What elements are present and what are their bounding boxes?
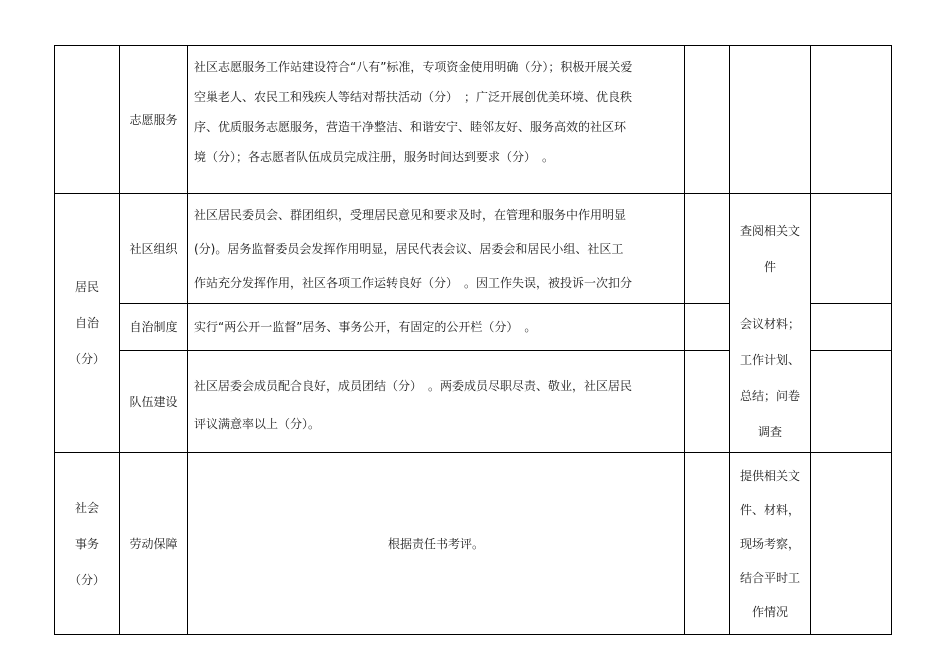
subcategory-label: 队伍建设 xyxy=(129,394,178,409)
criteria-autonomy-system xyxy=(188,312,684,342)
subcategory-label: 志愿服务 xyxy=(129,112,178,127)
criteria-line: (分)。居务监督委员会发挥作用明显，居民代表会议、居委会和居民小组、社区工 xyxy=(194,242,624,256)
subcategory-label: 劳动保障 xyxy=(129,536,178,551)
method-line: 会议材料； xyxy=(739,317,800,331)
method-line: 调查 xyxy=(757,425,782,439)
table-border-right xyxy=(891,45,892,635)
column-divider xyxy=(684,45,685,635)
category-line: 社会 xyxy=(74,500,99,515)
criteria-volunteer-service xyxy=(188,52,684,172)
criteria-line: 实行“两公开一监督”居务、事务公开，有固定的公开栏（分） 。 xyxy=(194,320,537,334)
subcategory-label: 自治制度 xyxy=(129,320,178,334)
method-line: 件 xyxy=(763,259,776,274)
criteria-text: 根据责任书考评。 xyxy=(387,536,484,551)
method-shared xyxy=(730,304,810,452)
category-line: （分） xyxy=(68,572,105,587)
method-line: 作情况 xyxy=(751,604,788,619)
criteria-line: 空巢老人、农民工和残疾人等结对帮扶活动（分） ；广泛开展创优美环境、优良秩 xyxy=(194,90,633,104)
category-line: （分） xyxy=(68,352,105,366)
criteria-line: 作站充分发挥作用，社区各项工作运转良好（分） 。因工作失误，被投诉一次扣分 xyxy=(194,276,633,290)
subcategory-labor-security xyxy=(120,453,187,634)
category-resident-autonomy xyxy=(55,194,119,452)
criteria-line: 序、优质服务志愿服务，营造干净整洁、和谐安宁、睦邻友好、服务高效的社区环 xyxy=(194,120,627,134)
criteria-line: 社区居民委员会、群团组织，受理居民意见和要求及时，在管理和服务中作用明显 xyxy=(194,208,627,222)
criteria-line: 社区居委会成员配合良好，成员团结（分） 。两委成员尽职尽责、敬业，社区居民 xyxy=(194,379,633,393)
row-divider xyxy=(119,350,729,351)
row-divider xyxy=(810,350,892,351)
table-border-bottom xyxy=(54,634,892,635)
subcategory-label: 社区组织 xyxy=(129,241,178,256)
category-line: 事务 xyxy=(74,536,99,551)
subcategory-community-org xyxy=(120,194,187,303)
criteria-line: 社区志愿服务工作站建设符合“八有”标准，专项资金使用明确（分）；积极开展关爱 xyxy=(194,60,633,74)
method-line: 总结；问卷 xyxy=(739,389,800,403)
row-divider xyxy=(119,303,729,304)
category-line: 自治 xyxy=(74,316,99,330)
criteria-line: 境（分）；各志愿者队伍成员完成注册，服务时间达到要求（分） 。 xyxy=(194,150,555,164)
method-line: 查阅相关文 xyxy=(739,223,800,238)
column-divider xyxy=(810,45,811,635)
method-line: 提供相关文 xyxy=(739,468,800,483)
method-line: 结合平时工 xyxy=(739,570,800,585)
criteria-line: 评议满意率以上（分）。 xyxy=(194,417,321,431)
criteria-community-org xyxy=(188,198,684,300)
category-social-affairs xyxy=(55,453,119,634)
criteria-labor-security xyxy=(188,453,684,634)
subcategory-autonomy-system xyxy=(120,304,187,350)
method-line: 现场考察， xyxy=(739,536,800,551)
subcategory-team-building xyxy=(120,351,187,452)
method-community-org xyxy=(730,194,810,303)
row-divider xyxy=(810,303,892,304)
method-labor-security xyxy=(730,453,810,634)
subcategory-volunteer-service xyxy=(120,46,187,193)
criteria-team-building xyxy=(188,367,684,443)
method-line: 件、材料， xyxy=(739,502,800,517)
category-line: 居民 xyxy=(74,280,99,294)
method-line: 工作计划、 xyxy=(739,353,800,367)
